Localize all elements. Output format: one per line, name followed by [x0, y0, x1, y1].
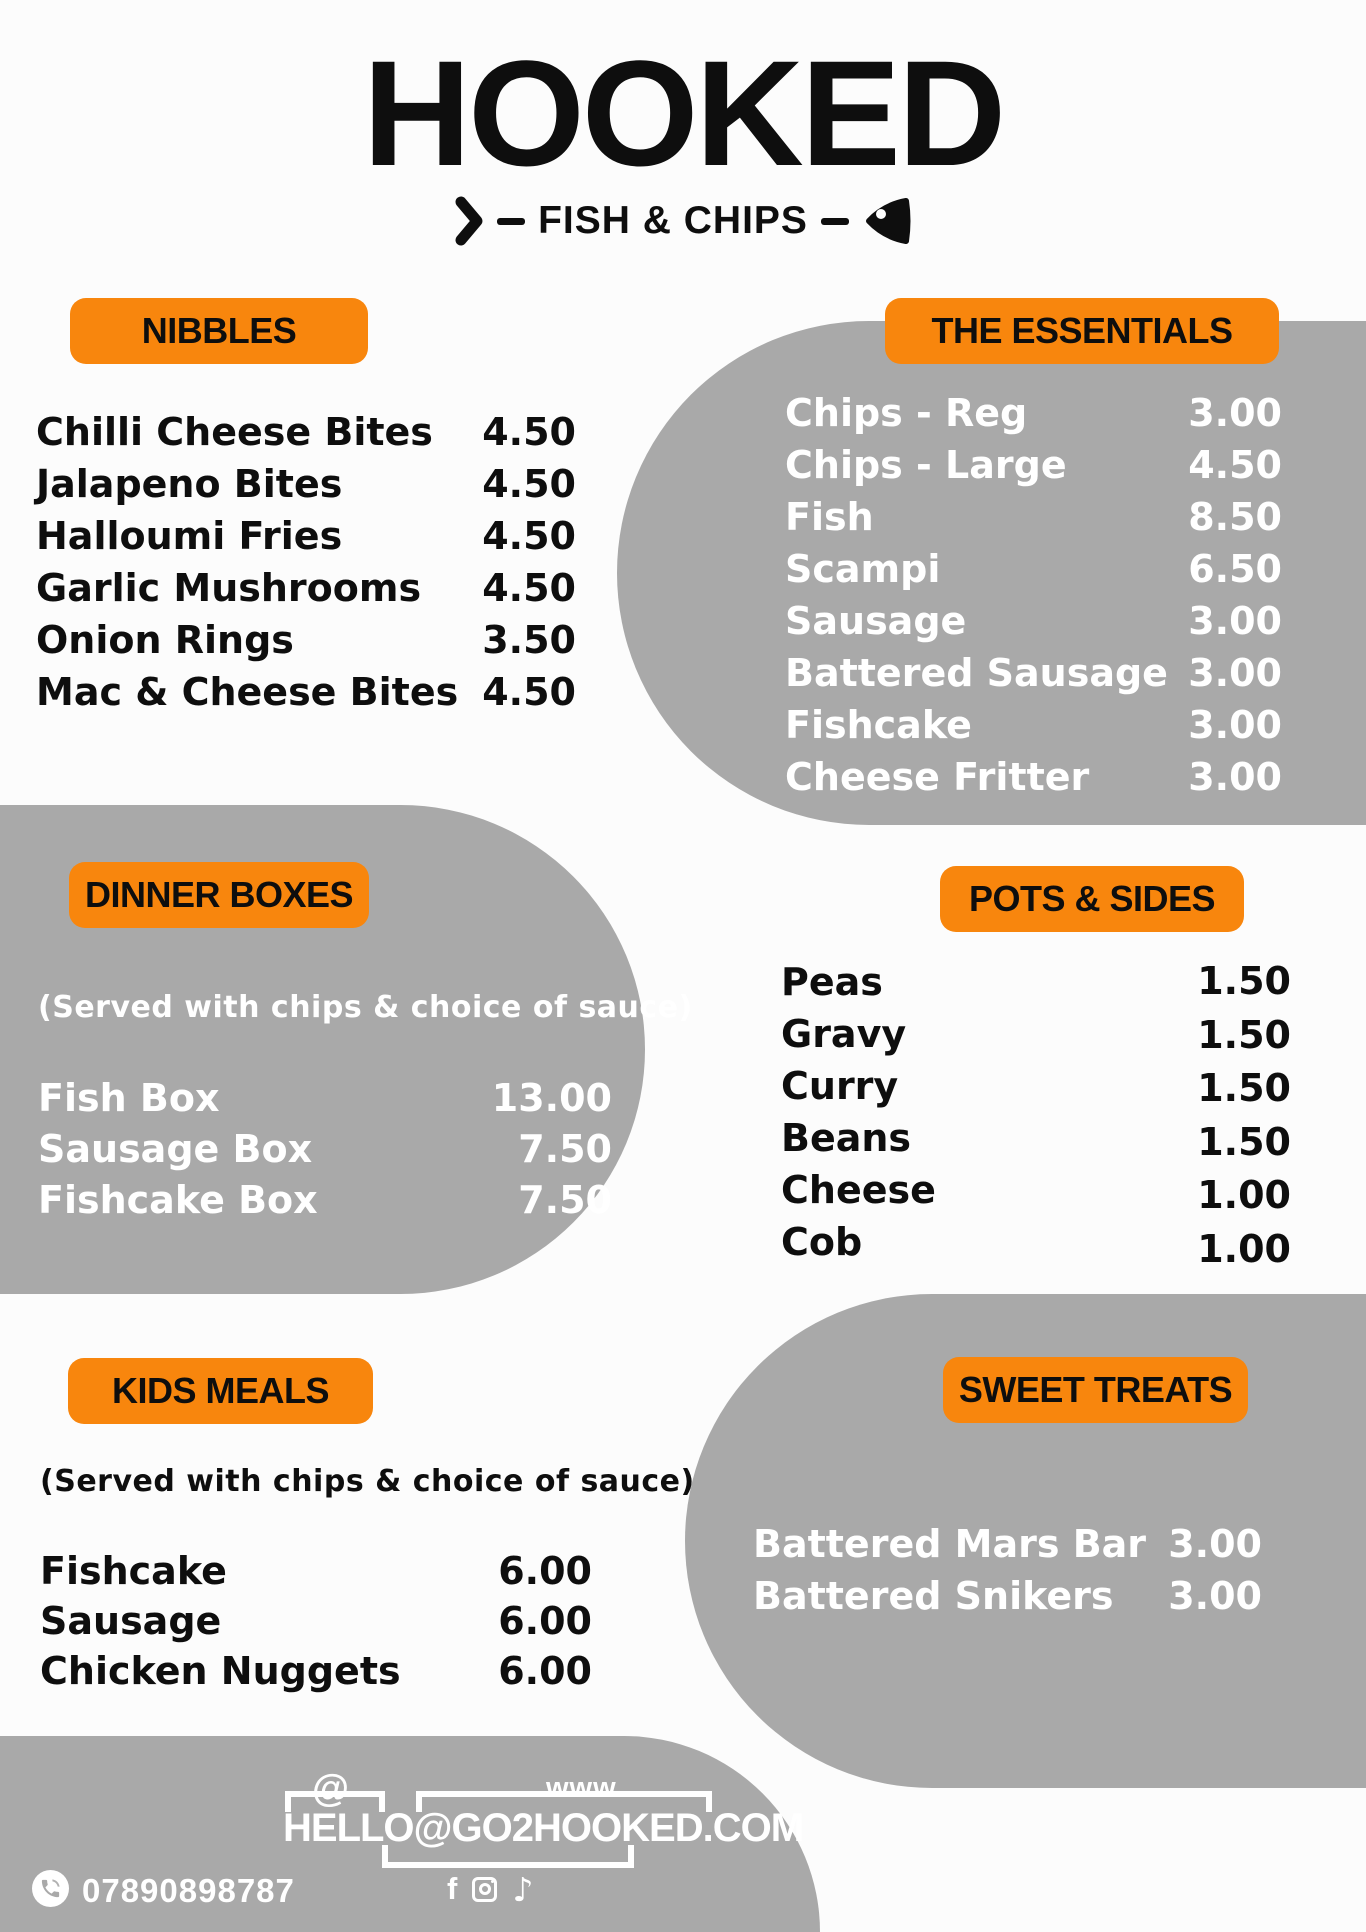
menu-item-name: Halloumi Fries	[36, 514, 343, 558]
menu-item-name: Fishcake Box	[38, 1178, 318, 1222]
menu-item-price: 3.50	[482, 618, 576, 662]
bottom-bracket-graphic	[382, 1845, 634, 1868]
menu-item-name: Sausage	[785, 599, 967, 643]
menu-item-price: 3.00	[1188, 391, 1282, 435]
menu-item-name: Jalapeno Bites	[36, 462, 343, 506]
instagram-icon	[472, 1877, 497, 1902]
menu-item-price: 4.50	[1188, 443, 1282, 487]
nibbles-section-header: NIBBLES	[70, 298, 368, 364]
logo-subtitle-row	[0, 192, 1366, 250]
sweets-item-prices	[1168, 1518, 1262, 1622]
email-at-symbol: @	[312, 1768, 350, 1810]
pots-sides-section-header: POTS & SIDES	[940, 866, 1244, 932]
menu-item-price: 1.50	[1197, 1066, 1291, 1110]
pots-item-names	[781, 956, 936, 1268]
facebook-icon: f	[447, 1871, 458, 1906]
contact-phone: 07890898787	[82, 1872, 295, 1909]
www-label: www	[546, 1772, 617, 1804]
menu-item-price: 7.50	[518, 1127, 612, 1171]
nibbles-item-prices	[482, 406, 576, 718]
menu-item-name: Chips - Reg	[785, 391, 1028, 435]
menu-item-price: 7.50	[518, 1178, 612, 1222]
menu-item-price: 1.50	[1197, 1119, 1291, 1164]
menu-item-price: 3.00	[1188, 755, 1282, 799]
menu-item-name: Battered Sausage	[785, 651, 1168, 695]
menu-item-price: 6.00	[498, 1649, 592, 1693]
menu-item-name: Chicken Nuggets	[40, 1649, 401, 1693]
menu-item-name: Scampi	[785, 547, 941, 591]
fish-tail-icon	[454, 194, 484, 248]
menu-item-name: Fish Box	[38, 1076, 220, 1120]
menu-item-name: Chilli Cheese Bites	[36, 410, 433, 454]
menu-item-price: 3.00	[1188, 599, 1282, 643]
menu-item-name: Fishcake	[40, 1549, 227, 1593]
kids-item-prices	[498, 1546, 592, 1696]
menu-item-price: 4.50	[482, 410, 576, 454]
kids-meals-section-header: KIDS MEALS	[68, 1358, 373, 1424]
essentials-item-names	[785, 387, 1168, 803]
menu-item-name: Sausage Box	[38, 1127, 313, 1171]
menu-item-name: Chips - Large	[785, 443, 1067, 487]
sweets-item-names	[753, 1518, 1146, 1622]
menu-item-name: Fishcake	[785, 703, 972, 747]
menu-item-name: Battered Mars Bar	[753, 1522, 1147, 1566]
fish-head-icon	[862, 194, 912, 248]
kids-meals-note: (Served with chips & choice of sauce)	[40, 1464, 695, 1499]
social-icons-row	[447, 1868, 557, 1910]
essentials-section-header: THE ESSENTIALS	[885, 298, 1279, 364]
menu-item-name: Gravy	[781, 1012, 907, 1056]
subtitle-left-dash-icon	[497, 218, 525, 225]
menu-item-price: 1.00	[1197, 1226, 1291, 1271]
dinner-item-prices	[492, 1073, 612, 1226]
menu-item-price: 4.50	[482, 670, 576, 714]
menu-item-price: 6.00	[498, 1549, 592, 1593]
nibbles-item-names	[36, 406, 458, 718]
menu-item-price: 3.00	[1168, 1522, 1262, 1566]
menu-item-name: Battered Snikers	[753, 1574, 1114, 1618]
menu-item-price: 4.50	[482, 514, 576, 558]
menu-item-name: Sausage	[40, 1599, 222, 1643]
tiktok-icon: ♪	[512, 1869, 534, 1909]
essentials-item-prices	[1188, 387, 1282, 803]
menu-item-name: Peas	[781, 960, 883, 1004]
menu-item-price: 4.50	[482, 462, 576, 506]
kids-item-names	[40, 1546, 401, 1696]
menu-item-name: Cheese Fritter	[785, 755, 1090, 799]
menu-item-price: 3.00	[1188, 651, 1282, 695]
contact-email: HELLO@GO2HOOKED.COM	[283, 1806, 804, 1850]
menu-item-name: Cheese	[781, 1168, 936, 1212]
menu-item-price: 3.00	[1168, 1574, 1262, 1618]
menu-item-name: Cob	[781, 1220, 863, 1264]
menu-item-price: 6.50	[1188, 547, 1282, 591]
dinner-boxes-section-header: DINNER BOXES	[69, 862, 369, 928]
pots-item-prices	[1197, 955, 1291, 1276]
menu-item-price: 6.00	[498, 1599, 592, 1643]
menu-item-price: 1.00	[1197, 1173, 1291, 1217]
menu-item-price: 13.00	[491, 1076, 612, 1120]
logo-title: HOOKED	[362, 29, 1004, 197]
logo-subtitle: FISH & CHIPS	[538, 199, 808, 242]
phone-icon	[32, 1870, 69, 1907]
menu-item-name: Mac & Cheese Bites	[36, 670, 459, 714]
dinner-boxes-note: (Served with chips & choice of sauce)	[38, 990, 693, 1025]
subtitle-right-dash-icon	[821, 218, 849, 225]
menu-item-name: Onion Rings	[36, 618, 294, 662]
menu-item-name: Fish	[785, 495, 874, 539]
sweet-treats-section-header: SWEET TREATS	[943, 1357, 1248, 1423]
dinner-item-names	[38, 1073, 318, 1226]
menu-item-price: 8.50	[1188, 495, 1282, 539]
menu-item-name: Beans	[781, 1116, 912, 1160]
menu-item-price: 1.50	[1197, 959, 1291, 1003]
menu-item-name: Garlic Mushrooms	[36, 566, 422, 610]
menu-item-price: 1.50	[1197, 1012, 1291, 1057]
menu-item-price: 3.00	[1188, 703, 1282, 747]
menu-item-name: Curry	[781, 1064, 899, 1108]
menu-item-price: 4.50	[482, 566, 576, 610]
